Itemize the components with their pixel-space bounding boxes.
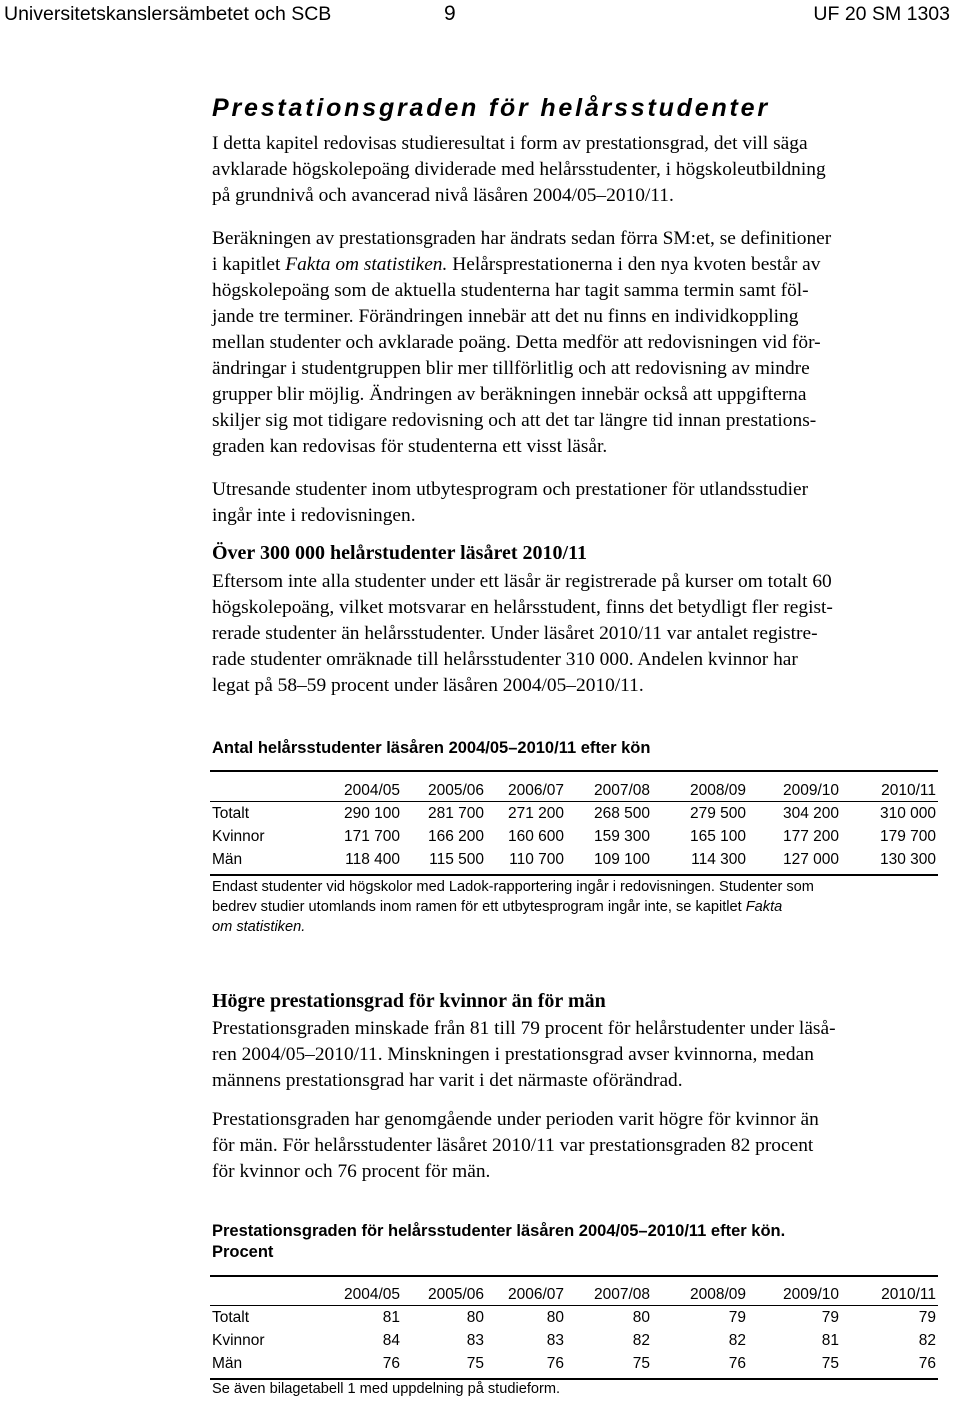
text-line: för män. För helårsstudenter läsåret 2010/11 var prestationsgraden 82 procent [212,1135,814,1156]
table-row [212,1352,936,1375]
header-page-number: 9 [444,2,456,25]
column-header: 2009/10 [782,782,839,799]
column-header: 2005/06 [427,1286,484,1303]
table2-top-rule [210,1275,938,1277]
note-segment: bedrev studier utomlands inom ramen för ett utbytesprogram ingår inte, se kapitlet [212,899,746,915]
table-cell: 118 400 [345,851,400,868]
table-cell: 79 [821,1309,839,1326]
column-header-empty [212,1283,296,1306]
row-label: Totalt [212,1309,250,1326]
table-cell: 80 [632,1309,650,1326]
text-line: rerade studenter än helårsstudenter. Under läsåret 2010/11 var antalet registre- [212,623,818,644]
text-line: mellan studenter och avklarade poäng. Detta medför att redovisningen vid för- [212,332,821,353]
table-cell: 76 [546,1355,564,1372]
text-line: högskolepoäng som de aktuella studenterna har tagit samma termin samt föl- [212,280,809,301]
text-line: Eftersom inte alla studenter under ett läsår är registrerade på kurser om totalt 60 [212,571,832,592]
text-line: ändringar i studentgruppen blir mer tillförlitlig och att redovisning av mindre [212,358,810,379]
table-cell: 130 300 [879,851,936,868]
text-line: I detta kapitel redovisas studieresultat i form av prestationsgrad, det vill säga [212,133,808,154]
text-line [212,252,948,278]
row-label: Kvinnor [212,1332,265,1349]
column-header: 2006/07 [507,782,564,799]
table-cell: 304 200 [782,805,839,822]
table-cell: 109 100 [593,851,650,868]
table-cell: 76 [382,1355,400,1372]
table-row [212,848,936,871]
table-cell: 268 500 [593,805,650,822]
column-header: 2009/10 [782,1286,839,1303]
table-cell: 310 000 [879,805,936,822]
text-line: rade studenter omräknade till helårsstudenter 310 000. Andelen kvinnor har [212,649,798,670]
table-cell: 81 [382,1309,400,1326]
table2-caption-line2: Procent [212,1243,274,1261]
intro-paragraph-1 [212,131,948,209]
subheading-helarsstudenter: Över 300 000 helårstudenter läsåret 2010/11 [212,542,587,564]
table-cell: 171 700 [343,828,400,845]
column-header-empty [212,779,296,802]
table-cell: 81 [821,1332,839,1349]
table-cell: 279 500 [689,805,746,822]
text-line: ren 2004/05–2010/11. Minskningen i prestationsgrad avser kvinnorna, medan [212,1044,814,1065]
text-line: Utresande studenter inom utbytesprogram och prestationer för utlandsstudier [212,479,809,500]
table-cell: 75 [466,1355,484,1372]
text-segment: i kapitlet [212,254,286,275]
note-line: Endast studenter vid högskolor med Ladok-rapportering ingår i redovisningen. Studenter som [212,879,814,895]
section-title: Prestationsgraden för helårsstudenter [212,94,770,122]
table2-header-row [212,1283,936,1306]
table-cell: 115 500 [429,851,484,868]
table-cell: 271 200 [507,805,564,822]
intro-paragraph-2 [212,226,948,460]
text-line: Prestationsgraden har genomgående under perioden varit högre för kvinnor än [212,1109,819,1130]
table-row [212,802,936,825]
table1-note [212,877,814,937]
table2-header-rule [210,1305,938,1306]
table-cell: 114 300 [691,851,746,868]
text-line: männens prestationsgrad har varit i det närmaste oförändrad. [212,1070,683,1091]
table-cell: 80 [466,1309,484,1326]
table2 [212,1283,936,1375]
table-cell: 83 [546,1332,564,1349]
table-cell: 166 200 [427,828,484,845]
table-cell: 83 [466,1332,484,1349]
table-row [212,1329,936,1352]
chapter-reference: Fakta om statistiken. [285,254,448,275]
text-line: högskolepoäng, vilket motsvarar en helårsstudent, finns det betydligt fler regist- [212,597,833,618]
table-cell: 76 [918,1355,936,1372]
table1-header-rule [210,801,938,802]
text-line: skiljer sig mot tidigare redovisning och att det tar längre tid innan prestations- [212,410,817,431]
text-line: legat på 58–59 procent under läsåren 2004/05–2010/11. [212,675,644,696]
table2-note: Se även bilagetabell 1 med uppdelning på studieform. [212,1381,561,1397]
text-line: på grundnivå och avancerad nivå läsåren 2004/05–2010/11. [212,185,674,206]
column-header: 2004/05 [343,782,400,799]
row-label: Män [212,1355,243,1372]
header-publisher: Universitetskanslersämbetet och SCB [4,3,332,25]
row-label: Män [212,851,243,868]
table-cell: 127 000 [782,851,839,868]
row-label: Totalt [212,805,250,822]
table-cell: 75 [632,1355,650,1372]
text-line: Prestationsgraden minskade från 81 till 79 procent för helårstudenter under läså- [212,1018,836,1039]
table-cell: 82 [918,1332,936,1349]
column-header: 2010/11 [881,782,936,799]
table-cell: 82 [728,1332,746,1349]
table1 [212,779,936,871]
column-header: 2007/08 [593,782,650,799]
table1-bottom-rule [210,874,938,876]
table2-caption-line1: Prestationsgraden för helårsstudenter läsåren 2004/05–2010/11 efter kön. [212,1222,786,1240]
table1-caption: Antal helårsstudenter läsåren 2004/05–2010/11 efter kön [212,739,651,757]
column-header: 2006/07 [507,1286,564,1303]
table-cell: 165 100 [689,828,746,845]
table-cell: 160 600 [507,828,564,845]
table-cell: 159 300 [593,828,650,845]
text-line: jande tre terminer. Förändringen innebär att det nu finns en individkoppling [212,306,799,327]
table-cell: 79 [918,1309,936,1326]
table-cell: 84 [382,1332,400,1349]
table-row [212,825,936,848]
intro-paragraph-3 [212,477,948,529]
table-cell: 75 [821,1355,839,1372]
table-cell: 80 [546,1309,564,1326]
table-cell: 110 700 [509,851,564,868]
table1-header-row [212,779,936,802]
paragraph-prestationsgrad-1 [212,1016,948,1094]
note-line [212,917,814,937]
header-publication-id: UF 20 SM 1303 [813,3,950,25]
table-cell: 290 100 [343,805,400,822]
table-row [212,1306,936,1329]
note-line [212,897,814,917]
column-header: 2005/06 [427,782,484,799]
table-cell: 79 [728,1309,746,1326]
table-cell: 82 [632,1332,650,1349]
chapter-reference: Fakta [745,899,783,915]
text-line: ingår inte i redovisningen. [212,505,416,526]
paragraph-prestationsgrad-2 [212,1107,948,1185]
column-header: 2008/09 [689,782,746,799]
text-line: för kvinnor och 76 procent för män. [212,1161,491,1182]
column-header: 2004/05 [343,1286,400,1303]
text-line: grupper blir möjlig. Ändringen av beräkningen innebär också att uppgifterna [212,384,807,405]
column-header: 2008/09 [689,1286,746,1303]
column-header: 2007/08 [593,1286,650,1303]
text-segment: Helårsprestationerna i den nya kvoten består av [447,254,821,275]
text-line: graden kan redovisas för studenterna ett visst läsår. [212,436,608,457]
table-cell: 177 200 [782,828,839,845]
text-line: Beräkningen av prestationsgraden har ändrats sedan förra SM:et, se definitioner [212,228,832,249]
subheading-prestationsgrad-kon: Högre prestationsgrad för kvinnor än för män [212,990,606,1012]
paragraph-helarsstudenter [212,569,948,699]
table-cell: 281 700 [427,805,484,822]
column-header: 2010/11 [881,1286,936,1303]
table1-top-rule [210,770,938,772]
chapter-reference: om statistiken. [212,919,306,935]
row-label: Kvinnor [212,828,265,845]
table-cell: 179 700 [879,828,936,845]
text-line: avklarade högskolepoäng dividerade med helårsstudenter, i högskoleutbildning [212,159,826,180]
table-cell: 76 [728,1355,746,1372]
